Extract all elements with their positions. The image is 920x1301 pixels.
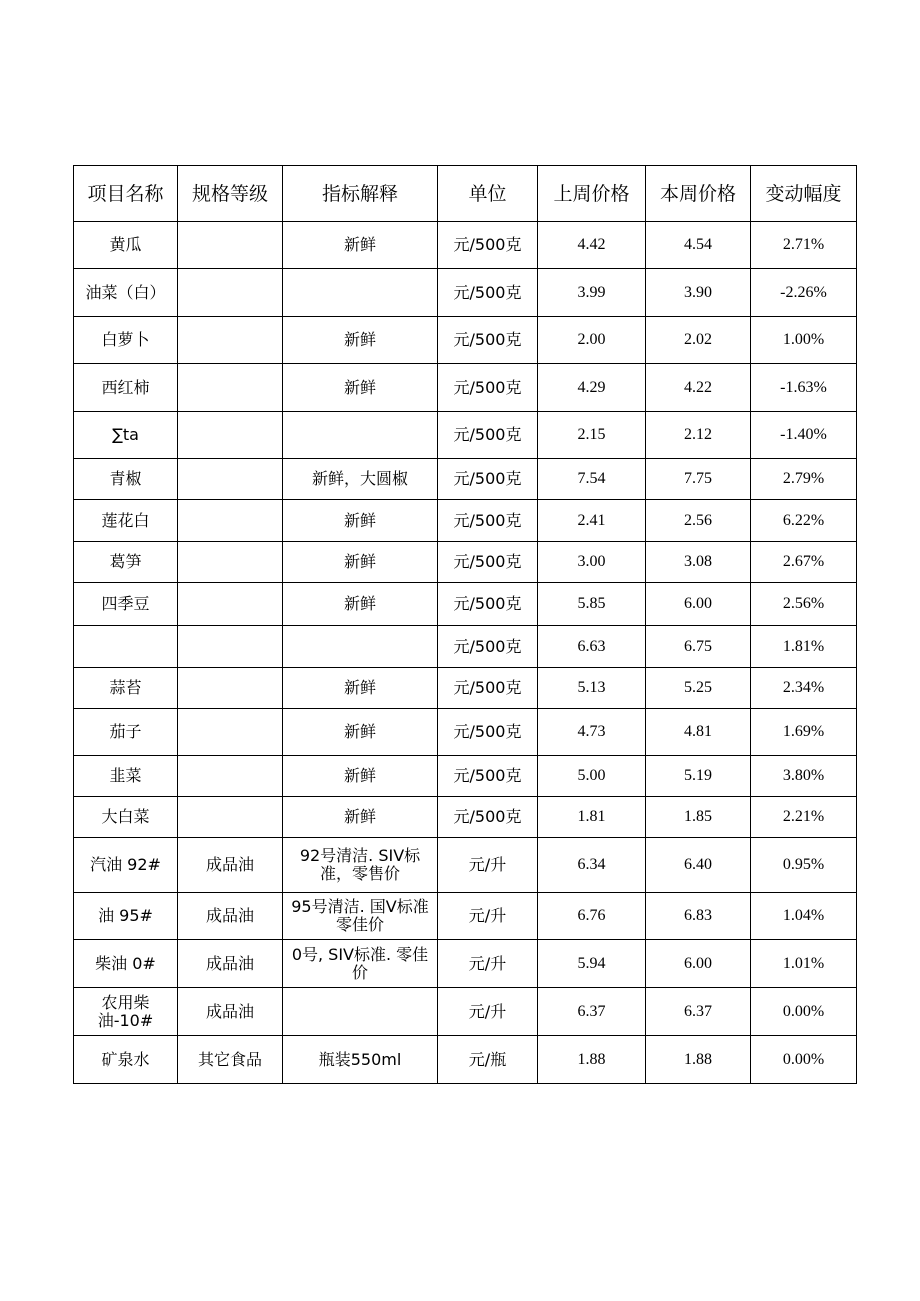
item-change: 0.00%	[751, 988, 857, 1036]
item-desc: 新鲜	[283, 797, 438, 838]
header-name: 项目名称	[74, 166, 178, 222]
item-unit: 元/500克	[438, 756, 538, 797]
item-this-price: 1.85	[646, 797, 751, 838]
item-name: 柴油 0#	[74, 940, 178, 988]
item-name: 汽油 92#	[74, 838, 178, 893]
header-unit: 单位	[438, 166, 538, 222]
item-change: 0.00%	[751, 1036, 857, 1084]
item-last-price: 3.99	[538, 269, 646, 317]
item-last-price: 1.81	[538, 797, 646, 838]
header-last-week: 上周价格	[538, 166, 646, 222]
table-row	[74, 222, 857, 269]
item-this-price: 6.00	[646, 583, 751, 626]
item-change: 6.22%	[751, 500, 857, 542]
item-change: 2.67%	[751, 542, 857, 583]
header-this-week: 本周价格	[646, 166, 751, 222]
item-unit: 元/升	[438, 893, 538, 940]
item-grade: 成品油	[178, 893, 283, 940]
item-grade: 成品油	[178, 940, 283, 988]
item-desc: 新鲜	[283, 668, 438, 709]
item-unit: 元/500克	[438, 269, 538, 317]
item-this-price: 2.12	[646, 412, 751, 459]
item-name: 农用柴油-10#	[74, 988, 178, 1036]
table-row	[74, 317, 857, 364]
item-this-price: 4.22	[646, 364, 751, 412]
item-unit: 元/500克	[438, 459, 538, 500]
item-last-price: 4.42	[538, 222, 646, 269]
table-row	[74, 269, 857, 317]
item-grade	[178, 500, 283, 542]
item-this-price: 5.25	[646, 668, 751, 709]
item-last-price: 6.37	[538, 988, 646, 1036]
item-last-price: 2.00	[538, 317, 646, 364]
item-this-price: 7.75	[646, 459, 751, 500]
item-change: 2.79%	[751, 459, 857, 500]
table-row	[74, 459, 857, 500]
item-name: 西红柿	[74, 364, 178, 412]
item-name: ∑ta	[74, 412, 178, 459]
item-this-price: 2.02	[646, 317, 751, 364]
price-table	[73, 165, 857, 1084]
header-row	[74, 166, 857, 222]
header-change: 变动幅度	[751, 166, 857, 222]
item-name: 黄瓜	[74, 222, 178, 269]
item-grade	[178, 222, 283, 269]
item-name: 蒜苔	[74, 668, 178, 709]
item-desc: 新鲜	[283, 756, 438, 797]
item-last-price: 6.63	[538, 626, 646, 668]
item-unit: 元/升	[438, 838, 538, 893]
item-grade: 其它食品	[178, 1036, 283, 1084]
table-row	[74, 626, 857, 668]
item-this-price: 5.19	[646, 756, 751, 797]
item-last-price: 1.88	[538, 1036, 646, 1084]
item-change: 1.81%	[751, 626, 857, 668]
item-change: 2.34%	[751, 668, 857, 709]
item-last-price: 2.41	[538, 500, 646, 542]
item-change: 2.21%	[751, 797, 857, 838]
item-unit: 元/500克	[438, 364, 538, 412]
item-this-price: 3.90	[646, 269, 751, 317]
item-grade	[178, 709, 283, 756]
item-desc: 95号清洁. 国V标准零佳价	[283, 893, 438, 940]
table-row	[74, 542, 857, 583]
item-grade: 成品油	[178, 988, 283, 1036]
item-last-price: 4.29	[538, 364, 646, 412]
item-name: 葛笋	[74, 542, 178, 583]
item-unit: 元/500克	[438, 317, 538, 364]
table-row	[74, 988, 857, 1036]
table-row	[74, 500, 857, 542]
item-last-price: 2.15	[538, 412, 646, 459]
item-name: 青椒	[74, 459, 178, 500]
item-name: 油菜（白）	[74, 269, 178, 317]
item-unit: 元/500克	[438, 222, 538, 269]
item-unit: 元/500克	[438, 542, 538, 583]
item-last-price: 5.94	[538, 940, 646, 988]
item-last-price: 5.00	[538, 756, 646, 797]
item-name: 矿泉水	[74, 1036, 178, 1084]
item-grade	[178, 542, 283, 583]
item-unit: 元/500克	[438, 668, 538, 709]
item-grade	[178, 412, 283, 459]
item-desc	[283, 412, 438, 459]
item-desc: 新鲜	[283, 500, 438, 542]
item-this-price: 4.54	[646, 222, 751, 269]
item-desc: 瓶装550ml	[283, 1036, 438, 1084]
item-change: -1.63%	[751, 364, 857, 412]
item-change: -2.26%	[751, 269, 857, 317]
item-name: 油 95#	[74, 893, 178, 940]
table-row	[74, 940, 857, 988]
item-change: 3.80%	[751, 756, 857, 797]
item-this-price: 2.56	[646, 500, 751, 542]
item-name: 茄子	[74, 709, 178, 756]
item-change: 1.04%	[751, 893, 857, 940]
item-this-price: 1.88	[646, 1036, 751, 1084]
item-name: 白萝卜	[74, 317, 178, 364]
item-last-price: 6.34	[538, 838, 646, 893]
item-grade	[178, 756, 283, 797]
item-grade	[178, 626, 283, 668]
item-desc: 新鲜	[283, 709, 438, 756]
table-row	[74, 412, 857, 459]
item-change: 1.00%	[751, 317, 857, 364]
table-row	[74, 1036, 857, 1084]
item-unit: 元/瓶	[438, 1036, 538, 1084]
item-change: 2.71%	[751, 222, 857, 269]
item-desc: 0号, SIV标准. 零佳价	[283, 940, 438, 988]
item-grade	[178, 364, 283, 412]
item-desc: 新鲜	[283, 317, 438, 364]
table-row	[74, 838, 857, 893]
header-grade: 规格等级	[178, 166, 283, 222]
item-last-price: 4.73	[538, 709, 646, 756]
item-last-price: 6.76	[538, 893, 646, 940]
item-desc	[283, 988, 438, 1036]
item-unit: 元/500克	[438, 797, 538, 838]
item-grade	[178, 797, 283, 838]
item-unit: 元/500克	[438, 626, 538, 668]
item-last-price: 3.00	[538, 542, 646, 583]
item-grade	[178, 269, 283, 317]
table-row	[74, 668, 857, 709]
item-change: 1.01%	[751, 940, 857, 988]
table-row	[74, 756, 857, 797]
item-name: 四季豆	[74, 583, 178, 626]
item-unit: 元/升	[438, 940, 538, 988]
item-unit: 元/升	[438, 988, 538, 1036]
item-name	[74, 626, 178, 668]
item-grade: 成品油	[178, 838, 283, 893]
item-grade	[178, 459, 283, 500]
item-grade	[178, 317, 283, 364]
item-this-price: 6.00	[646, 940, 751, 988]
item-unit: 元/500克	[438, 412, 538, 459]
item-change: 2.56%	[751, 583, 857, 626]
item-this-price: 6.37	[646, 988, 751, 1036]
item-unit: 元/500克	[438, 500, 538, 542]
item-desc: 新鲜，大圆椒	[283, 459, 438, 500]
item-desc: 新鲜	[283, 542, 438, 583]
item-name: 韭菜	[74, 756, 178, 797]
item-desc: 新鲜	[283, 364, 438, 412]
item-change: -1.40%	[751, 412, 857, 459]
item-grade	[178, 583, 283, 626]
item-unit: 元/500克	[438, 583, 538, 626]
table-row	[74, 709, 857, 756]
table-row	[74, 797, 857, 838]
item-unit: 元/500克	[438, 709, 538, 756]
table-row	[74, 364, 857, 412]
item-this-price: 6.40	[646, 838, 751, 893]
item-desc: 92号清洁. SIV标准，零售价	[283, 838, 438, 893]
table-row	[74, 583, 857, 626]
item-last-price: 5.13	[538, 668, 646, 709]
item-this-price: 4.81	[646, 709, 751, 756]
item-desc: 新鲜	[283, 583, 438, 626]
item-desc	[283, 626, 438, 668]
item-change: 1.69%	[751, 709, 857, 756]
table-row	[74, 893, 857, 940]
item-change: 0.95%	[751, 838, 857, 893]
item-grade	[178, 668, 283, 709]
item-name: 莲花白	[74, 500, 178, 542]
item-this-price: 6.75	[646, 626, 751, 668]
item-desc: 新鲜	[283, 222, 438, 269]
item-last-price: 5.85	[538, 583, 646, 626]
item-this-price: 3.08	[646, 542, 751, 583]
header-desc: 指标解释	[283, 166, 438, 222]
item-desc	[283, 269, 438, 317]
item-last-price: 7.54	[538, 459, 646, 500]
item-name: 大白菜	[74, 797, 178, 838]
item-this-price: 6.83	[646, 893, 751, 940]
